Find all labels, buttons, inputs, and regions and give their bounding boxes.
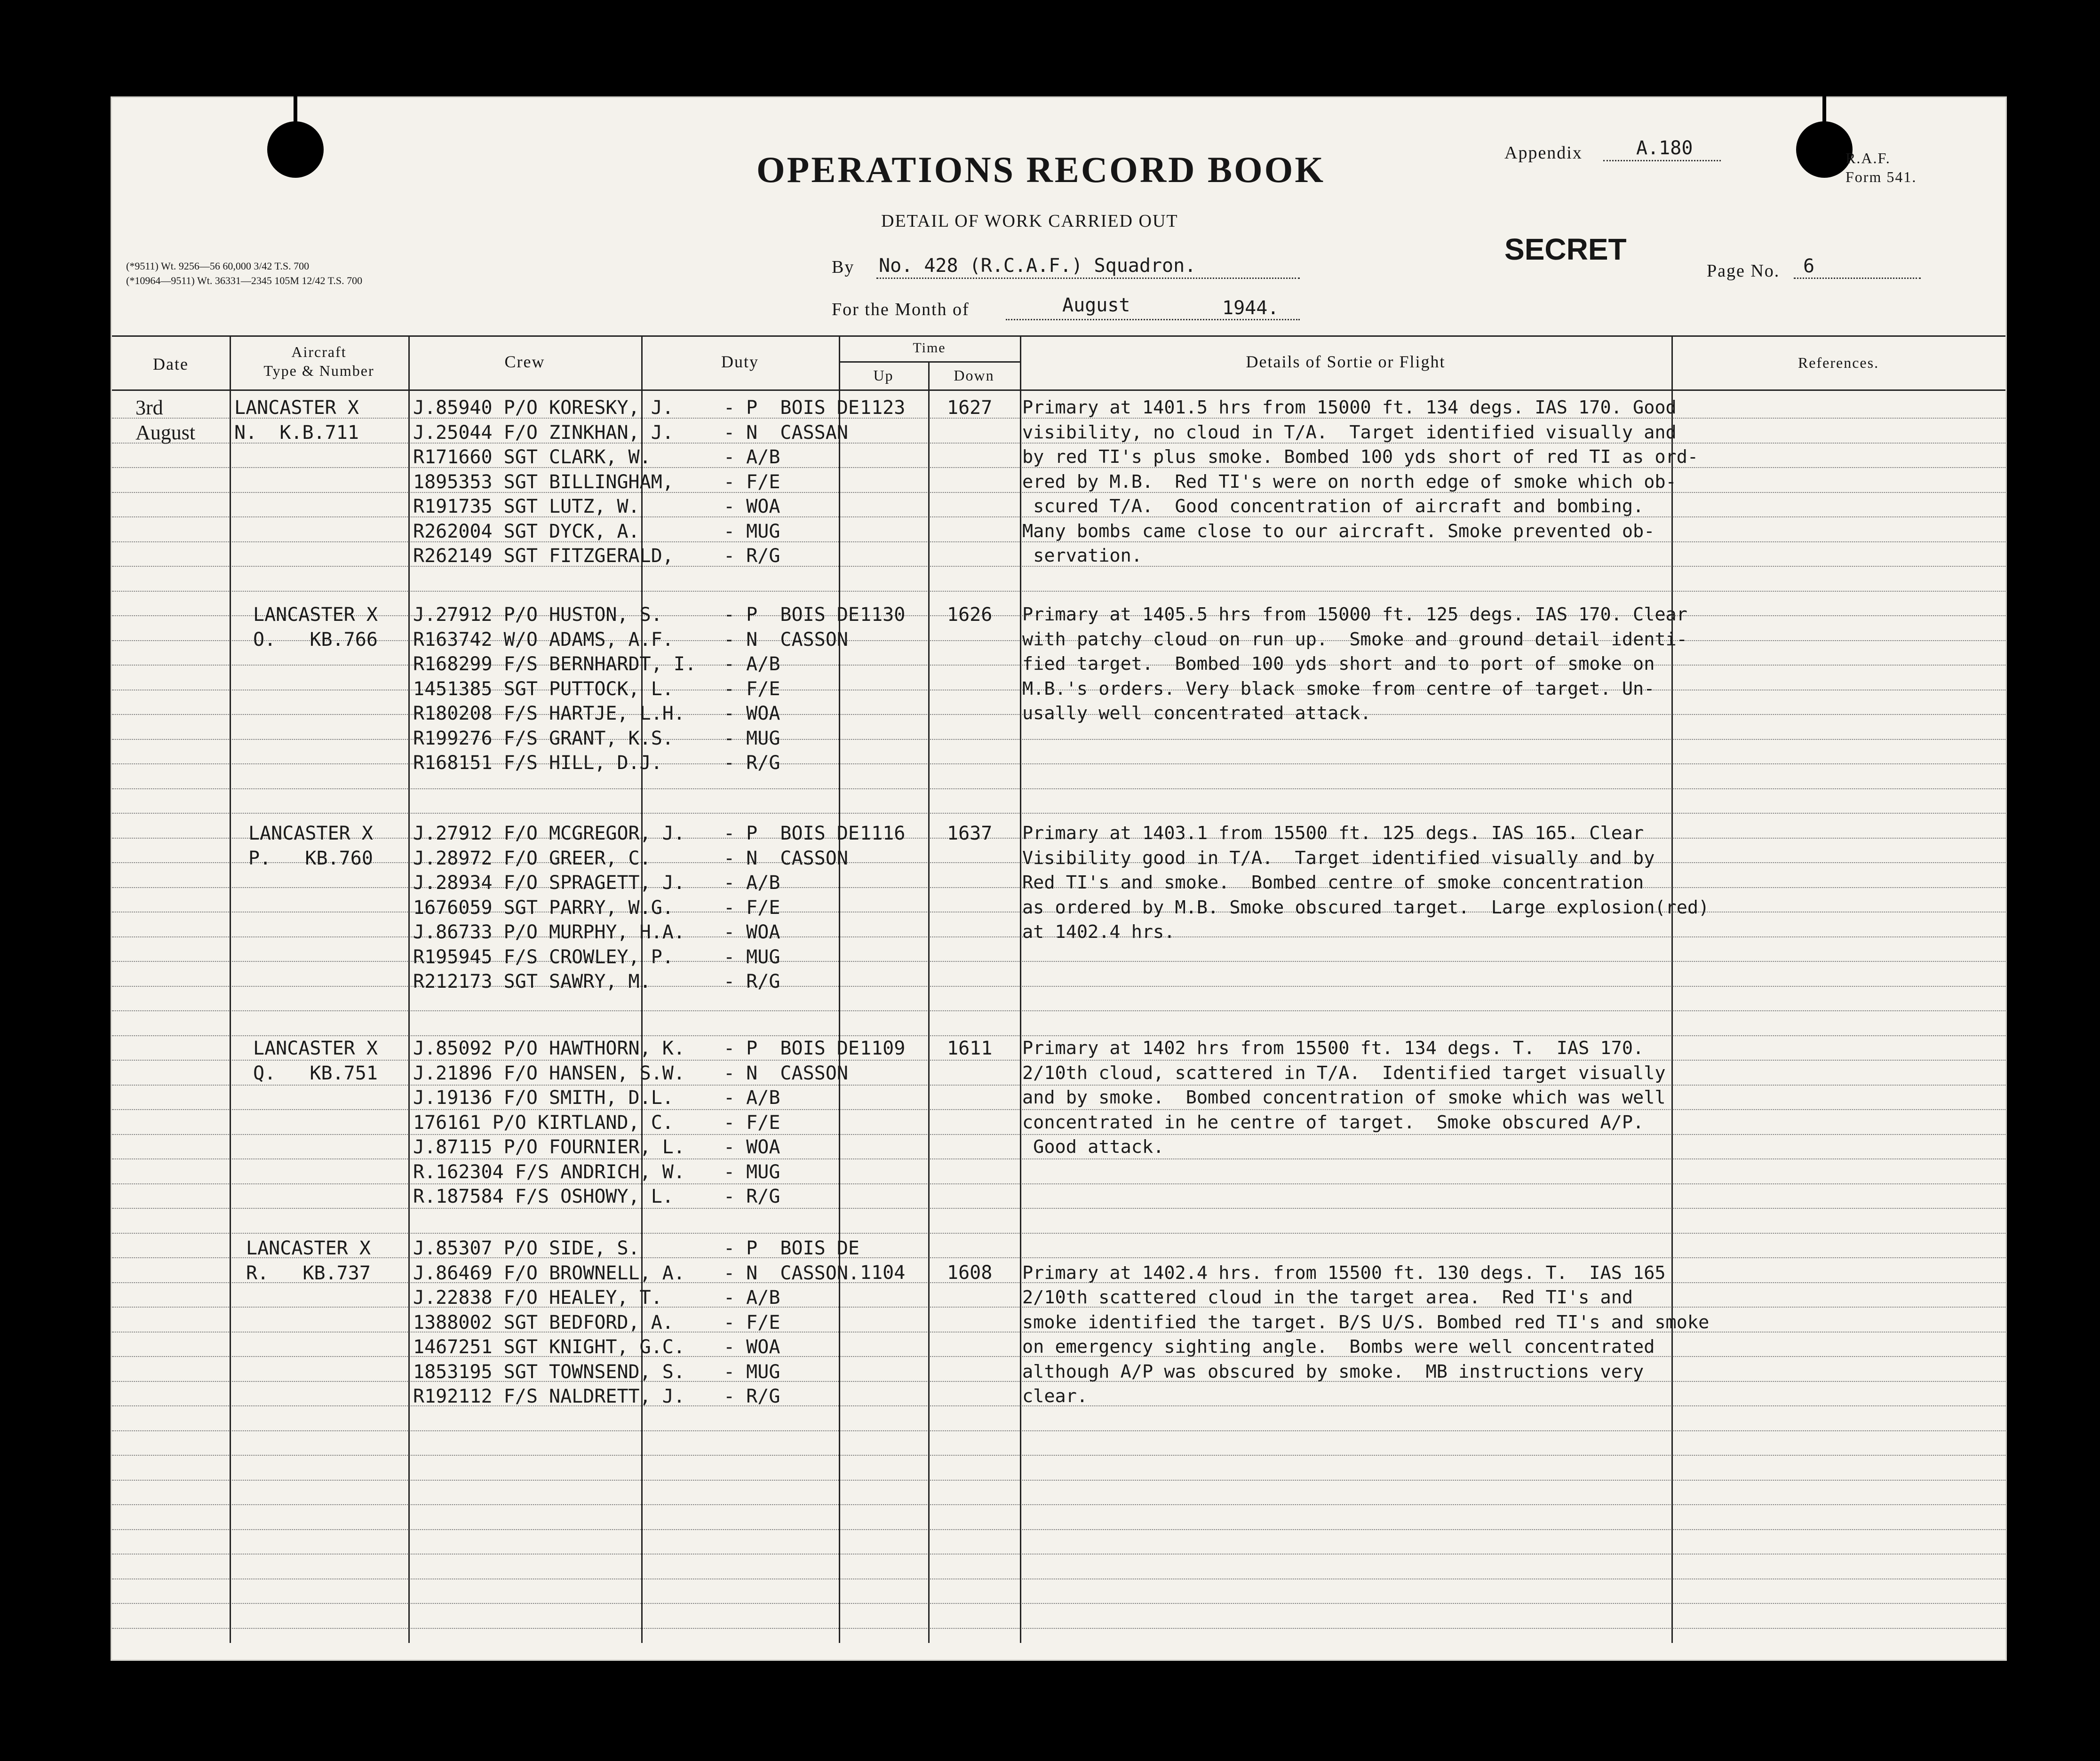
entry-duty: - P BOIS DE - N CASSAN - A/B - F/E - WOA - MUG - R/G	[724, 397, 859, 567]
by-label: By	[832, 257, 855, 277]
entry-details: Primary at 1405.5 hrs from 15000 ft. 125 degs. IAS 170. Clear with patchy cloud on run up. Smoke and ground detail identi- fied target. Bombed 100 yds short and to port of smoke on M.B.'s orders. Very black smoke from centre of target. Un- usally well concentrated attack.	[1022, 604, 1687, 724]
ruled-line	[112, 1010, 2005, 1011]
col-header-details: Details of Sortie or Flight	[1246, 352, 1446, 371]
classification-stamp: SECRET	[1504, 232, 1627, 266]
print-ref-1: (*9511) Wt. 9256—56 60,000 3/42 T.S. 700	[126, 260, 310, 272]
entry-time-down: 1627	[947, 397, 993, 419]
entry-crew: J.85940 P/O KORESKY, J. J.25044 F/O ZINKHAN, J. R171660 SGT CLARK, W. 1895353 SGT BILLINGHAM, R191735 SGT LUTZ, W. R262004 SGT DYCK, A. R262149 SGT FITZGERALD,	[413, 397, 674, 567]
ruled-line	[112, 1480, 2005, 1481]
entry-crew: J.27912 F/O MCGREGOR, J. J.28972 F/O GREER, C. J.28934 F/O SPRAGETT, J. 1676059 SGT PARRY, W.G. J.86733 P/O MURPHY, H.A. R195945 F/S CROWLEY, P. R212173 SGT SAWRY, M.	[413, 823, 685, 992]
entry-duty: - P BOIS DE - N CASSON - A/B - F/E - WOA - MUG - R/G	[724, 604, 859, 774]
month-label: For the Month of	[832, 300, 970, 319]
ruled-line	[112, 1183, 2005, 1184]
entry-duty: - P BOIS DE - N CASSON - A/B - F/E - WOA - MUG - R/G	[724, 1038, 859, 1207]
page-number-label: Page No.	[1707, 261, 1780, 281]
ruled-line	[112, 1529, 2005, 1530]
ruled-line	[112, 1233, 2005, 1234]
col-header-crew: Crew	[504, 352, 545, 371]
ruled-line	[112, 986, 2005, 987]
col-header-aircraft-sub: Type & Number	[263, 362, 374, 379]
entry-aircraft: LANCASTER X N. K.B.711	[234, 397, 359, 444]
entry-duty: - P BOIS DE - N CASSON - A/B - F/E - WOA - MUG - R/G	[724, 823, 859, 992]
entry-date: 3rd August	[135, 396, 196, 444]
col-div-date	[230, 335, 231, 1643]
page-subtitle: DETAIL OF WORK CARRIED OUT	[881, 211, 1178, 231]
form-ref-1: R.A.F.	[1845, 150, 1891, 167]
entry-details: Primary at 1401.5 hrs from 15000 ft. 134 degs. IAS 170. Good visibility, no cloud in T/A. Target identified visually and by red TI's plus smoke. Bombed 100 yds short of red TI as ord- ered by M.B. Red TI's were on north edge of smoke which ob- scured T/A. Good concentration of aircraft and bombing. Many bombs came close to our aircraft. Smoke prevented ob- servation.	[1022, 397, 1699, 566]
form-ref-2: Form 541.	[1845, 168, 1917, 185]
entry-details: Primary at 1402 hrs from 15500 ft. 134 degs. T. IAS 170. 2/10th cloud, scattered in T/A. Identified target visually and by smoke. Bombed concentration of smoke which was well concentrated in he centre of target. Smoke obscured A/P. Good attack.	[1022, 1038, 1666, 1158]
col-header-aircraft: Aircraft	[291, 343, 347, 360]
print-ref-2: (*10964—9511) Wt. 36331—2345 105M 12/42 T.S. 700	[126, 275, 363, 286]
entry-time-down: 1637	[947, 823, 993, 844]
col-header-up: Up	[873, 367, 894, 384]
ruled-line	[112, 813, 2005, 814]
entry-time-down: 1611	[947, 1038, 993, 1059]
entry-time-up: 1109	[860, 1038, 906, 1059]
ruled-line	[112, 1430, 2005, 1431]
entry-time-up: 1104	[860, 1262, 906, 1284]
col-header-references: References.	[1798, 354, 1879, 371]
col-div-aircraft	[408, 335, 410, 1643]
entry-crew: J.85092 P/O HAWTHORN, K. J.21896 F/O HANSEN, S.W. J.19136 F/O SMITH, D.L. 176161 P/O KIRTLAND, C. J.87115 P/O FOURNIER, L. R.162304 F/S ANDRICH, W. R.187584 F/S OSHOWY, L.	[413, 1038, 685, 1207]
entry-time-up: 1130	[860, 604, 906, 626]
appendix-value: A.180	[1636, 137, 1693, 159]
entry-aircraft: LANCASTER X Q. KB.751	[253, 1038, 378, 1084]
entry-crew: J.27912 P/O HUSTON, S. R163742 W/O ADAMS, A.F. R168299 F/S BERNHARDT, I. 1451385 SGT PUTTOCK, L. R180208 F/S HARTJE, L.H. R199276 F/S GRANT, K.S. R168151 F/S HILL, D.J.	[413, 604, 697, 774]
col-header-duty: Duty	[721, 352, 759, 371]
ruled-line	[112, 1455, 2005, 1456]
entry-details: Primary at 1403.1 from 15500 ft. 125 degs. IAS 165. Clear Visibility good in T/A. Target identified visually and by Red TI's and smoke. Bombed centre of smoke concentration as ordered by M.B. Smoke obscured target. Large explosion(red) at 1402.4 hrs.	[1022, 823, 1710, 943]
table-header-rule	[112, 389, 2005, 391]
month-value: August	[1062, 294, 1130, 316]
entry-duty: - P BOIS DE - N CASSON. - A/B - F/E - WOA - MUG - R/G	[724, 1237, 859, 1407]
col-div-up	[928, 361, 930, 1643]
table-top-rule	[112, 335, 2005, 337]
col-header-time: Time	[913, 340, 946, 356]
entry-time-up: 1123	[860, 397, 906, 419]
page-title: OPERATIONS RECORD BOOK	[756, 149, 1326, 190]
year-value: 1944.	[1222, 297, 1279, 319]
ruled-line	[112, 1628, 2005, 1629]
entry-aircraft: LANCASTER X R. KB.737	[246, 1237, 371, 1284]
col-div-time	[1020, 335, 1021, 1643]
entry-aircraft: LANCASTER X O. KB.766	[253, 604, 378, 650]
ruled-line	[112, 763, 2005, 764]
ruled-line	[112, 1554, 2005, 1555]
ruled-line	[112, 1208, 2005, 1209]
entry-crew: J.85307 P/O SIDE, S. J.86469 F/O BROWNELL, A. J.22838 F/O HEALEY, T. 1388002 SGT BEDFORD, A. 1467251 SGT KNIGHT, G.C. 1853195 SGT TOWNSEND, S. R192112 F/S NALDRETT, J.	[413, 1237, 685, 1407]
entry-time-down: 1608	[947, 1262, 993, 1284]
entry-aircraft: LANCASTER X P. KB.760	[248, 823, 373, 869]
ruled-line	[112, 788, 2005, 789]
ruled-line	[112, 1603, 2005, 1604]
entry-details: Primary at 1402.4 hrs. from 15500 ft. 130 degs. T. IAS 165 2/10th scattered cloud in the target area. Red TI's and smoke identified the target. B/S U/S. Bombed red TI's and smoke on emergency sighting angle. Bombs were well concentrated although A/P was obscured by smoke. MB instructions very clear.	[1022, 1262, 1710, 1407]
appendix-label: Appendix	[1504, 143, 1583, 163]
col-header-date: Date	[153, 355, 189, 373]
ruled-line	[112, 961, 2005, 962]
record-sheet	[111, 96, 2007, 1661]
ruled-line	[112, 1504, 2005, 1505]
col-header-down: Down	[954, 367, 994, 384]
entry-time-down: 1626	[947, 604, 993, 626]
squadron-value: No. 428 (R.C.A.F.) Squadron.	[879, 255, 1196, 277]
ruled-line	[112, 739, 2005, 740]
page-number-value: 6	[1803, 255, 1815, 277]
entry-time-up: 1116	[860, 823, 906, 844]
ruled-line	[112, 591, 2005, 592]
